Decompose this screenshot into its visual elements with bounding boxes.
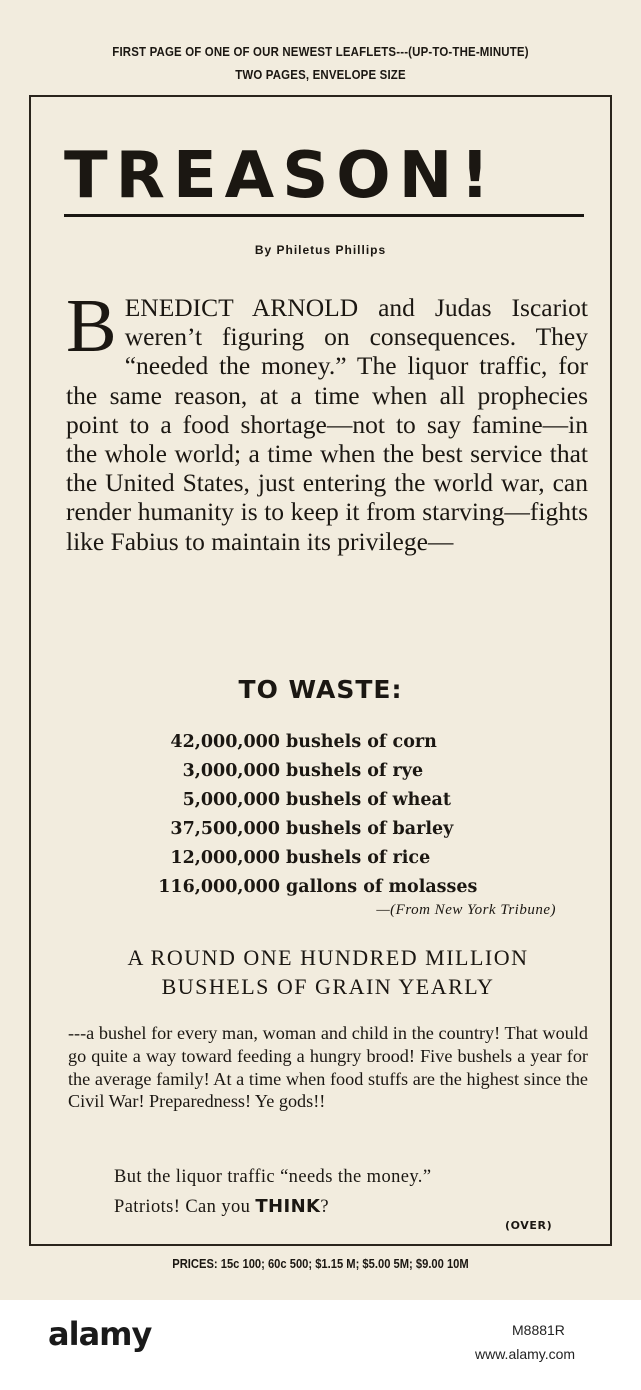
caps-heading-line1: A ROUND ONE HUNDRED MILLION (127, 945, 529, 970)
over-note: (OVER) (505, 1219, 553, 1232)
waste-amount: 5,000,000 (182, 790, 280, 810)
waste-list (60, 730, 580, 904)
waste-description: bushels of rye (286, 761, 424, 781)
byline: By Philetus Phillips (254, 243, 387, 257)
waste-description: gallons of molasses (286, 877, 478, 897)
waste-amount: 116,000,000 (158, 877, 280, 897)
header-note-line1: FIRST PAGE OF ONE OF OUR NEWEST LEAFLETS---(UP-TO-THE-MINUTE) (112, 44, 529, 59)
closing-line2-emphasis: THINK (255, 1196, 321, 1217)
second-paragraph: ---a bushel for every man, woman and child in the country! That would go quite a way toward feeding a hungry brood! Five bushels a year for the average family! At a time when food stuffs are the highest since the Civil War! Preparedness! Ye gods!! (68, 1023, 588, 1112)
prices-line: PRICES: 15c 100; 60c 500; $1.15 M; $5.00 5M; $9.00 10M (172, 1256, 469, 1271)
main-paragraph-text: ENEDICT ARNOLD and Judas Iscariot weren’t figuring on consequences. They “needed the money.” The liquor traffic, for the same reason, at a time when all prophecies point to a food shortage—not to say famine—in the whole world; a time when the best service that the United States, just entering the world war, can render humanity is to keep it from starving—fights like Fabius to maintain its privilege— (66, 293, 588, 556)
header-note-line2: TWO PAGES, ENVELOPE SIZE (235, 67, 406, 82)
waste-heading: TO WASTE: (238, 675, 403, 704)
list-item (60, 730, 580, 759)
waste-amount: 42,000,000 (170, 732, 280, 752)
closing-line2-suffix: ? (320, 1197, 330, 1217)
waste-amount: 3,000,000 (182, 761, 280, 781)
main-paragraph (66, 284, 588, 556)
list-item (60, 788, 580, 817)
waste-amount: 37,500,000 (170, 819, 280, 839)
caps-heading-line2: BUSHELS OF GRAIN YEARLY (161, 974, 495, 999)
closing-line2 (114, 1196, 594, 1218)
waste-description: bushels of wheat (286, 790, 451, 810)
image-id: M8881R (512, 1322, 565, 1338)
list-item (60, 759, 580, 788)
drop-cap: B (66, 284, 117, 368)
list-item (60, 817, 580, 846)
closing-line1: But the liquor traffic “needs the money.” (114, 1167, 432, 1187)
waste-description: bushels of corn (286, 732, 437, 752)
title-divider (64, 214, 584, 217)
source-citation: —(From New York Tribune) (376, 902, 556, 918)
waste-amount: 12,000,000 (170, 848, 280, 868)
site-url: www.alamy.com (475, 1346, 576, 1362)
list-item (60, 846, 580, 875)
page-title: TREASON! (64, 139, 498, 213)
closing-line2-prefix: Patriots! Can you (114, 1197, 256, 1217)
alamy-logo: alamy (48, 1315, 152, 1353)
waste-description: bushels of barley (286, 819, 454, 839)
waste-description: bushels of rice (286, 848, 431, 868)
list-item (60, 875, 580, 904)
